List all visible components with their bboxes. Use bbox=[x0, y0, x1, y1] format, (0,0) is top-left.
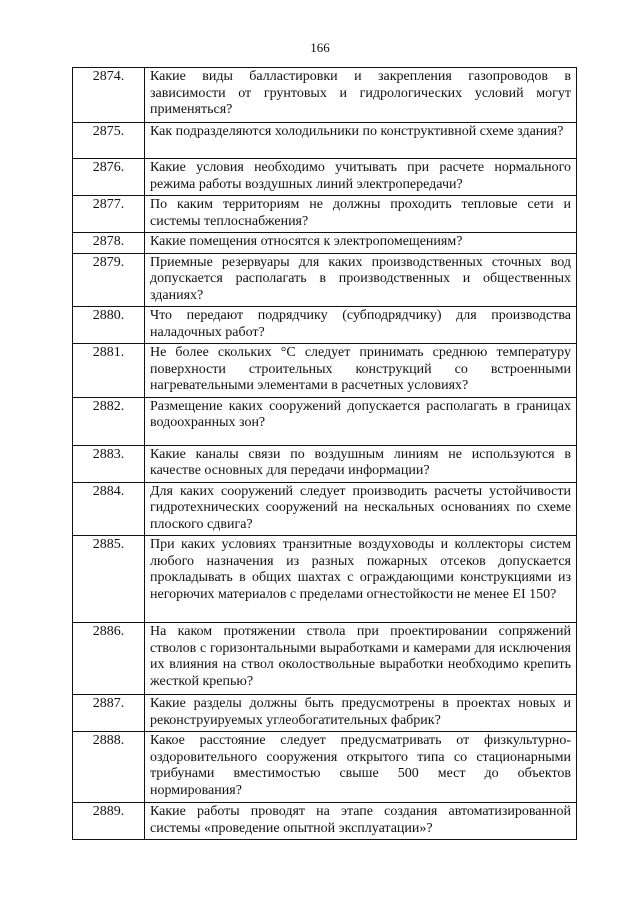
question-number: 2879. bbox=[73, 253, 145, 307]
question-text: Какие разделы должны быть предусмотрены в проектах новых и реконструируемых углеобогатительных фабрик? bbox=[145, 695, 577, 732]
question-text: Какие помещения относятся к электропомещениям? bbox=[145, 233, 577, 254]
table-row bbox=[73, 445, 577, 482]
question-number: 2882. bbox=[73, 397, 145, 445]
question-text: При каких условиях транзитные воздуховоды и коллекторы систем любого назначения из разных пожарных отсеков допускается прокладывать в общих шахтах с ограждающими конструкциями из негорючих материалов с пределами огнестойкости не менее EI 150? bbox=[145, 536, 577, 623]
question-text: Размещение каких сооружений допускается располагать в границах водоохранных зон? bbox=[145, 397, 577, 445]
table-row bbox=[73, 68, 577, 123]
question-number: 2881. bbox=[73, 344, 145, 398]
page-number: 166 bbox=[310, 40, 330, 55]
question-number: 2877. bbox=[73, 196, 145, 233]
table-row bbox=[73, 803, 577, 840]
question-text: Какие виды балластировки и закрепления газопроводов в зависимости от грунтовых и гидрологических условий могут применяться? bbox=[145, 68, 577, 123]
table-row bbox=[73, 307, 577, 344]
table-row bbox=[73, 253, 577, 307]
question-text: Какие работы проводят на этапе создания автоматизированной системы «проведение опытной эксплуатации»? bbox=[145, 803, 577, 840]
table-row bbox=[73, 695, 577, 732]
question-number: 2887. bbox=[73, 695, 145, 732]
question-text: Не более скольких °С следует принимать среднюю температуру поверхности строительных конструкций со встроенными нагревательными элементами в расчетных условиях? bbox=[145, 344, 577, 398]
question-number: 2875. bbox=[73, 123, 145, 159]
table-row bbox=[73, 233, 577, 254]
question-text: На каком протяжении ствола при проектировании сопряжений стволов с горизонтальными выработками и камерами для исключения их влияния на ствол околоствольные выработки необходимо крепить жесткой крепью? bbox=[145, 623, 577, 695]
question-number: 2888. bbox=[73, 732, 145, 803]
table-row bbox=[73, 344, 577, 398]
question-number: 2876. bbox=[73, 159, 145, 196]
question-text: Какое расстояние следует предусматривать от физкультурно-оздоровительного сооружения открытого типа со стационарными трибунами вместимостью свыше 500 мест до объектов нормирования? bbox=[145, 732, 577, 803]
question-text: Как подразделяются холодильники по конструктивной схеме здания? bbox=[145, 123, 577, 159]
table-row bbox=[73, 482, 577, 536]
question-text: Какие условия необходимо учитывать при расчете нормального режима работы воздушных линий электропередачи? bbox=[145, 159, 577, 196]
question-text: По каким территориям не должны проходить тепловые сети и системы теплоснабжения? bbox=[145, 196, 577, 233]
table-row bbox=[73, 159, 577, 196]
table-row bbox=[73, 732, 577, 803]
question-number: 2886. bbox=[73, 623, 145, 695]
question-number: 2880. bbox=[73, 307, 145, 344]
table-row bbox=[73, 536, 577, 623]
question-number: 2878. bbox=[73, 233, 145, 254]
question-number: 2885. bbox=[73, 536, 145, 623]
questions-table bbox=[72, 67, 577, 840]
question-number: 2889. bbox=[73, 803, 145, 840]
question-number: 2884. bbox=[73, 482, 145, 536]
question-number: 2874. bbox=[73, 68, 145, 123]
table-row bbox=[73, 397, 577, 445]
questions-table-body bbox=[73, 68, 577, 840]
question-text: Что передают подрядчику (субподрядчику) для производства наладочных работ? bbox=[145, 307, 577, 344]
table-row bbox=[73, 123, 577, 159]
question-text: Для каких сооружений следует производить расчеты устойчивости гидротехнических сооружений на нескальных основаниях по схеме плоского сдвига? bbox=[145, 482, 577, 536]
question-number: 2883. bbox=[73, 445, 145, 482]
question-text: Какие каналы связи по воздушным линиям не используются в качестве основных для передачи информации? bbox=[145, 445, 577, 482]
table-row bbox=[73, 196, 577, 233]
question-text: Приемные резервуары для каких производственных сточных вод допускается располагать в производственных и общественных зданиях? bbox=[145, 253, 577, 307]
table-row bbox=[73, 623, 577, 695]
